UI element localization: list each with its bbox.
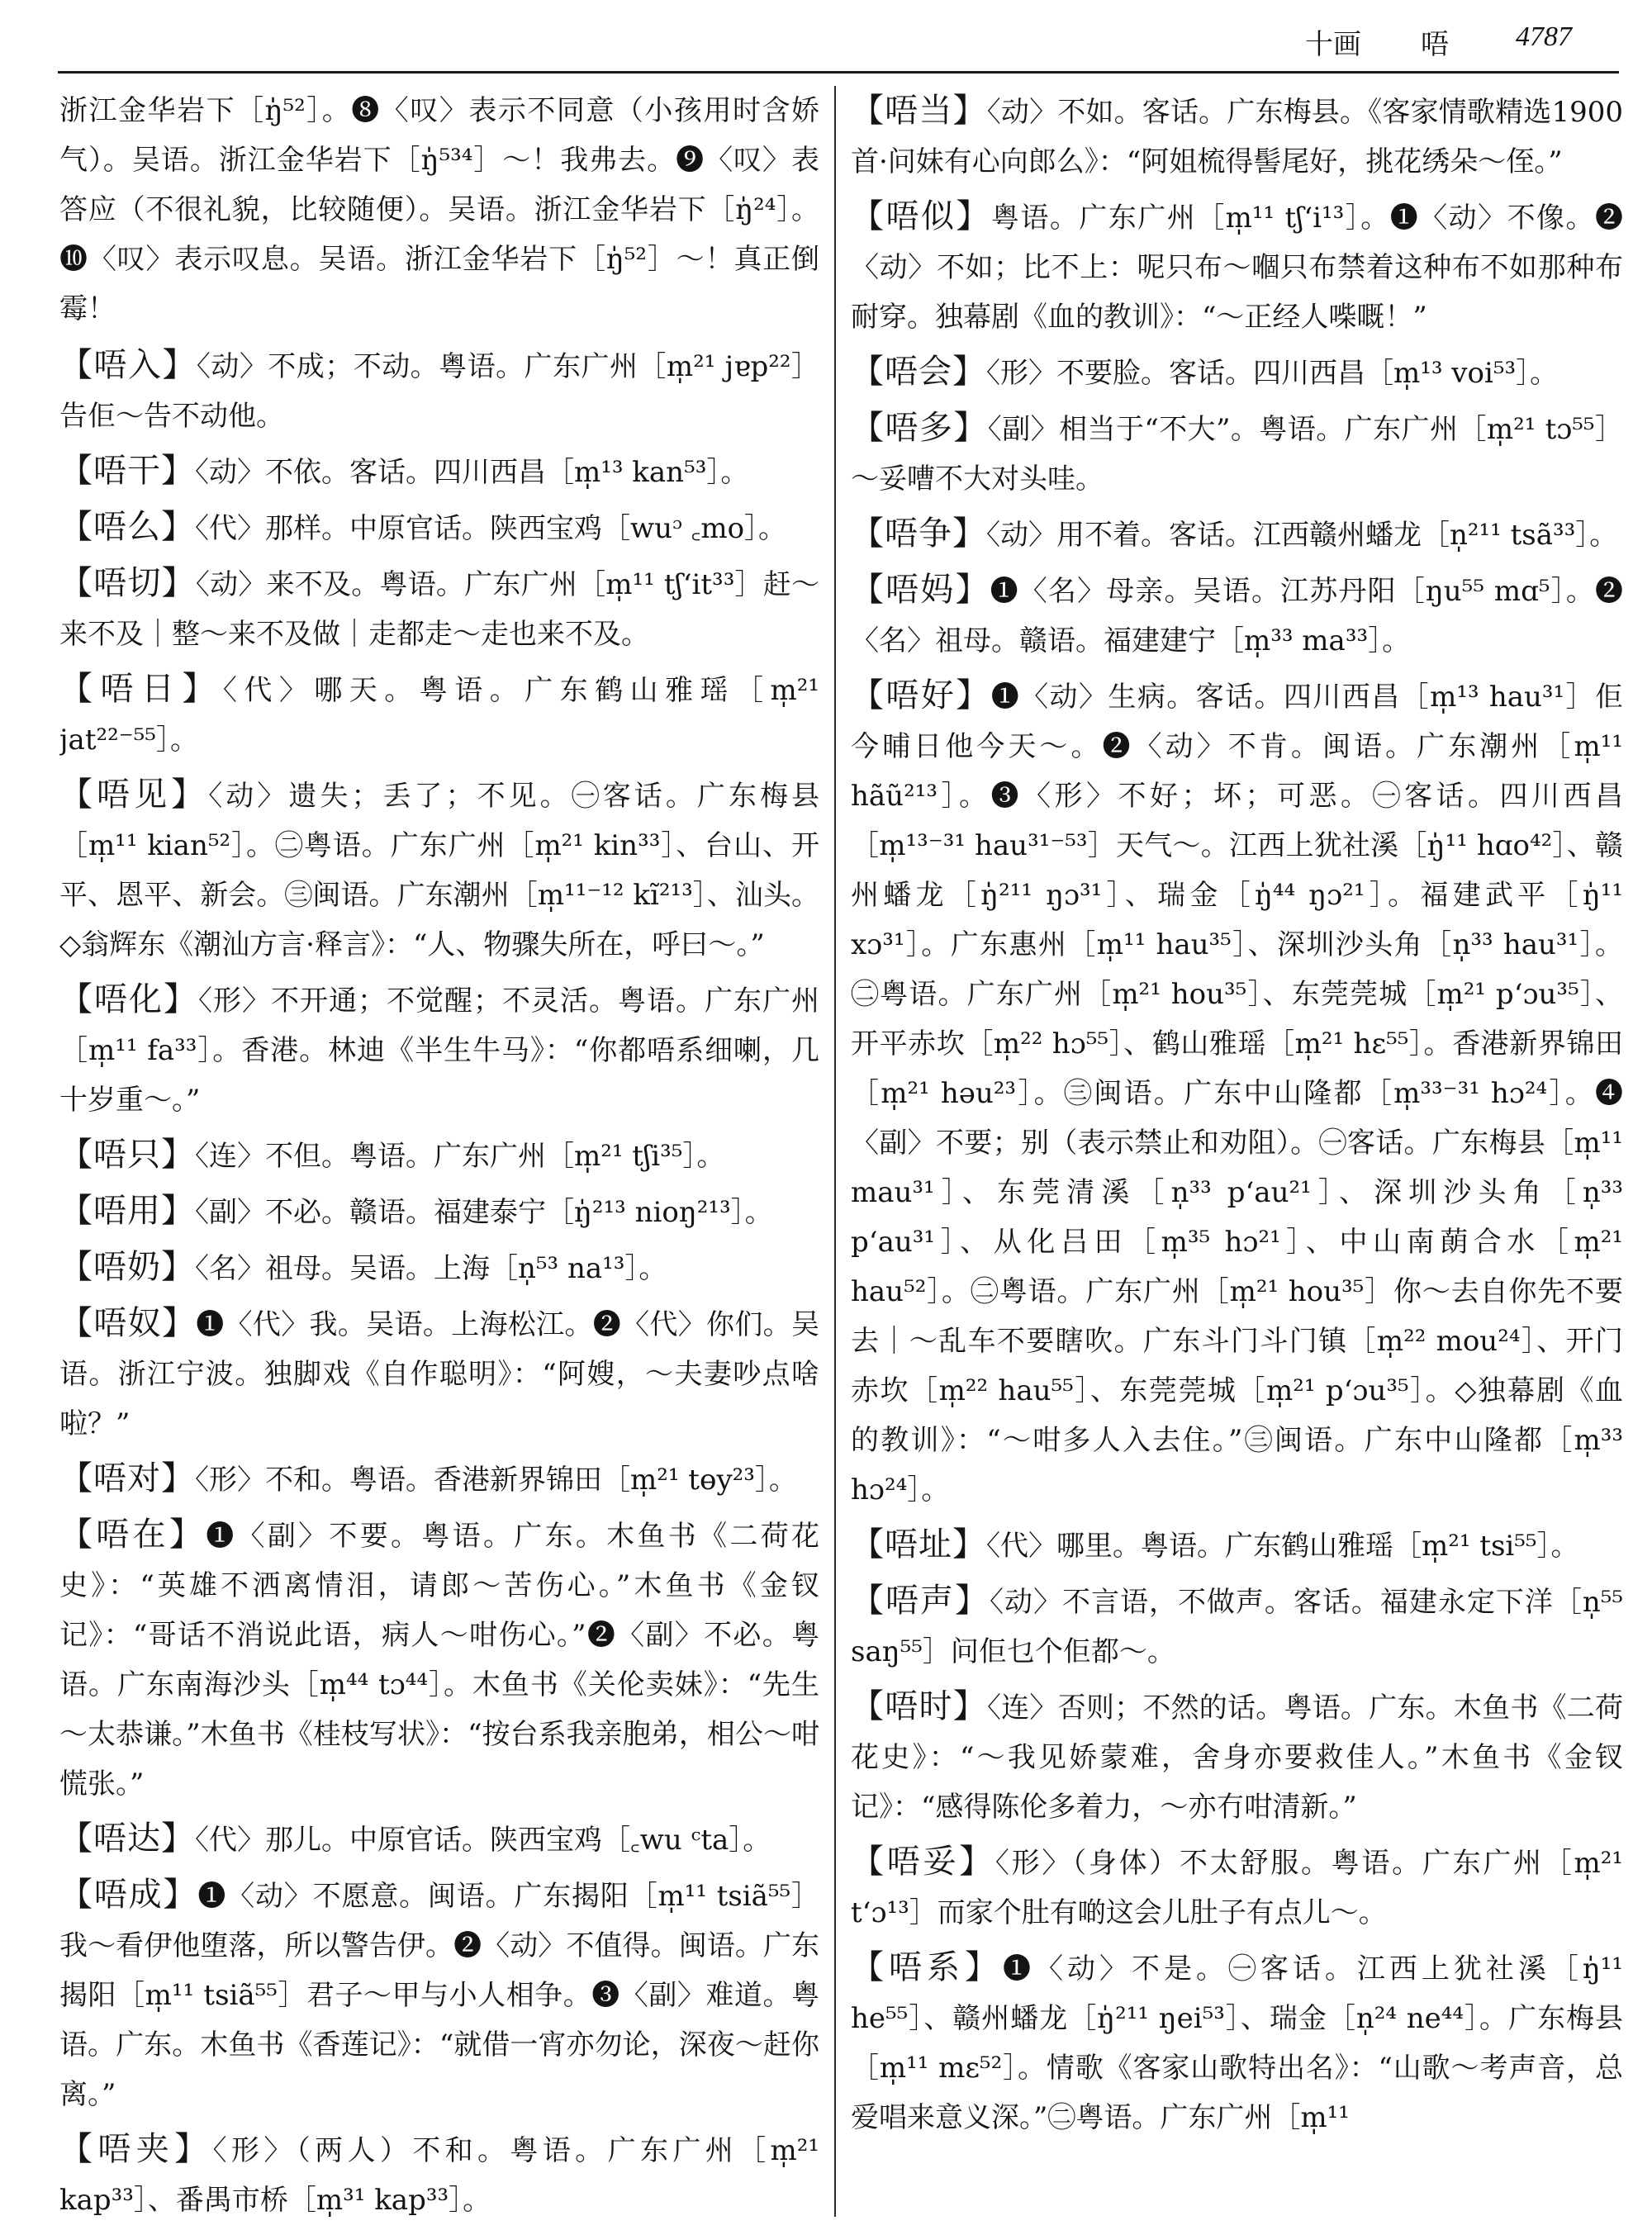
definition: 〈动〉来不及。粤语。广东广州［m̩¹¹ tʃʻit³³］赶～来不及｜整～来不及做｜走都走～走也来不及。 xyxy=(59,568,819,651)
entry-wu-cheng xyxy=(59,1870,819,2119)
headword: 【唔达】 xyxy=(59,1820,195,1858)
entry-wu-hao xyxy=(851,671,1623,1515)
headword: 【唔在】 xyxy=(59,1516,206,1554)
definition: 〈副〉不必。赣语。福建泰宁［ŋ̍²¹³ nioŋ²¹³］。 xyxy=(195,1196,773,1229)
definition: 〈代〉哪里。粤语。广东鹤山雅瑶［m̩²¹ tsi⁵⁵］。 xyxy=(986,1530,1579,1563)
definition: 〈动〉不言语，不做声。客话。福建永定下洋［n̩⁵⁵ saŋ⁵⁵］问佢乜个佢都～。 xyxy=(851,1586,1623,1668)
definition: 〈动〉不依。客话。四川西昌［m̩¹³ kan⁵³］。 xyxy=(195,456,749,489)
definition: 〈连〉否则；不然的话。粤语。广东。木鱼书《二荷花史》：“～我见娇蒙难，舍身亦要救佳人。”木鱼书《金钗记》：“感得陈伦多着力，～亦冇咁清新。” xyxy=(851,1691,1623,1824)
headword: 【唔么】 xyxy=(59,508,195,546)
headword: 【唔化】 xyxy=(59,980,198,1018)
entry-wu-jian xyxy=(59,770,819,970)
definition: 〈代〉哪天。粤语。广东鹤山雅瑶［m̩²¹ jat²²⁻⁵⁵］。 xyxy=(59,674,819,757)
headword: 【唔多】 xyxy=(851,409,988,447)
column-divider xyxy=(834,86,836,2217)
definition: ❶〈代〉我。吴语。上海松江。❷〈代〉你们。吴语。浙江宁波。独脚戏《自作聪明》：“阿嫂，～夫妻吵点啥啦？” xyxy=(59,1308,819,1440)
headword: 【唔妈】 xyxy=(851,571,990,609)
entry-wu-zheng xyxy=(851,509,1623,560)
headword: 【唔成】 xyxy=(59,1876,198,1914)
definition: 〈动〉不如。客话。广东梅县。《客家情歌精选1900首·问妹有心向郎么》：“阿姐梳得髻尾好，挑花绣朵～侄。” xyxy=(851,96,1623,178)
entry-wu-nu xyxy=(59,1298,819,1449)
entry-wu-gan xyxy=(59,446,819,497)
headword: 【唔好】 xyxy=(851,676,991,714)
headword: 【唔对】 xyxy=(59,1459,195,1497)
headword: 【唔当】 xyxy=(851,92,987,130)
headword: 【唔似】 xyxy=(851,197,991,235)
definition: 〈连〉不但。粤语。广东广州［m̩²¹ tʃi³⁵］。 xyxy=(195,1140,725,1173)
entry-wu-shi xyxy=(851,1682,1623,1832)
definition: 〈名〉祖母。吴语。上海［n̩⁵³ na¹³］。 xyxy=(195,1252,667,1285)
entry-wu-xi xyxy=(851,1943,1623,2142)
entry-wu-zhi xyxy=(59,1130,819,1181)
entry-wu-me xyxy=(59,502,819,553)
definition: ❶〈动〉不愿意。闽语。广东揭阳［m̩¹¹ tsiã⁵⁵］我～看伊他堕落，所以警告伊。❷〈动〉不值得。闽语。广东揭阳［m̩¹¹ tsiã⁵⁵］君子～甲与小人相争。❸〈副〉难道。粤语。广东。木鱼书《香莲记》：“就借一宵亦勿论，深夜～赶你离。” xyxy=(59,1880,819,2111)
header-rule xyxy=(58,71,1619,74)
continued-entry: 浙江金华岩下［ŋ̍⁵²］。❽〈叹〉表示不同意（小孩用时含娇气）。吴语。浙江金华岩下［ŋ̍⁵³⁴］～！我弗去。❾〈叹〉表答应（不很礼貌，比较随便）。吴语。浙江金华岩下［ŋ̍²⁴］。❿〈叹〉表示叹息。吴语。浙江金华岩下［ŋ̍⁵²］～！真正倒霉！ xyxy=(59,94,819,325)
headword: 【唔日】 xyxy=(59,670,223,708)
section-label: 十画 xyxy=(1305,28,1361,61)
definition: 〈形〉不要脸。客话。四川西昌［m̩¹³ voi⁵³］。 xyxy=(986,357,1559,390)
entry-wu-tuo xyxy=(851,1837,1623,1938)
definition: 〈动〉遗失；丢了；不见。㊀客话。广东梅县［m̩¹¹ kian⁵²］。㊁粤语。广东广州［m̩²¹ kin³³］、台山、开平、恩平、新会。㊂闽语。广东潮州［m̩¹¹⁻¹² kĩ²¹³］、汕头。◇翁辉东《潮汕方言·释言》：“人、物骤失所在，呼曰～。” xyxy=(59,780,819,961)
headword: 【唔切】 xyxy=(59,564,196,602)
headword: 【唔奶】 xyxy=(59,1248,195,1286)
entry-wu-hua xyxy=(59,975,819,1125)
entry-wu-ri xyxy=(59,664,819,765)
headword: 【唔入】 xyxy=(59,346,197,384)
entry-wu-yong xyxy=(59,1186,819,1237)
entry-wu-sheng xyxy=(851,1576,1623,1677)
entry-wu-ma xyxy=(851,565,1623,666)
entry-wu-qie xyxy=(59,558,819,659)
entry-wu-nai xyxy=(59,1242,819,1293)
headword: 【唔址】 xyxy=(851,1525,986,1563)
definition: 〈形〉不和。粤语。香港新界锦田［m̩²¹ tɵy²³］。 xyxy=(195,1464,797,1497)
headword: 【唔系】 xyxy=(851,1948,1003,1986)
entry-wu-dui xyxy=(59,1454,819,1505)
entry-wu-hui xyxy=(851,347,1623,398)
entry-wu-ru xyxy=(59,340,819,441)
headword: 【唔妥】 xyxy=(851,1843,995,1881)
definition: 〈形〉（两人）不和。粤语。广东广州［m̩²¹ kap³³］、番禺市桥［m̩³¹ kap³³］。 xyxy=(59,2134,819,2217)
entry-wu-zai xyxy=(59,1510,819,1809)
entry-wu-da xyxy=(59,1814,819,1865)
right-column xyxy=(851,86,1623,2225)
definition: ❶〈名〉母亲。吴语。江苏丹阳［ŋu⁵⁵ mɑ⁵］。❷〈名〉祖母。赣语。福建建宁［m̩³³ ma³³］。 xyxy=(851,575,1623,657)
headword: 【唔用】 xyxy=(59,1192,195,1230)
definition: ❶〈动〉生病。客话。四川西昌［m̩¹³ hau³¹］佢今晡日他今天～。❷〈动〉不肯。闽语。广东潮州［m̩¹¹ hãũ²¹³］。❸〈形〉不好；坏；可恶。㊀客话。四川西昌［m̩¹³⁻³¹ hau³¹⁻⁵³］天气～。江西上犹社溪［ŋ̍¹¹ hɑo⁴²］、赣州蟠龙［ŋ̍²¹¹ ŋɔ³¹］、瑞金［ŋ̍⁴⁴ ŋɔ²¹］。福建武平［ŋ̍¹¹ xɔ³¹］。广东惠州［m̩¹¹ hau³⁵］、深圳沙头角［n̩³³ hau³¹］。㊁粤语。广东广州［m̩²¹ hou³⁵］、东莞莞城［m̩²¹ pʻɔu³⁵］、开平赤坎［m̩²² hɔ⁵⁵］、鹤山雅瑶［m̩²¹ hɛ⁵⁵］。香港新界锦田［m̩²¹ həu²³］。㊂闽语。广东中山隆都［m̩³³⁻³¹ hɔ²⁴］。❹〈副〉不要；别（表示禁止和劝阻）。㊀客话。广东梅县［m̩¹¹ mau³¹］、东莞清溪［n̩³³ pʻau²¹］、深圳沙头角［n̩³³ pʻau³¹］、从化吕田［m̩³⁵ hɔ²¹］、中山南蓢合水［m̩²¹ hau⁵²］。㊁粤语。广东广州［m̩²¹ hou³⁵］你～去自你先不要去｜～乱车不要瞎吹。广东斗门斗门镇［m̩²² mou²⁴］、开门赤坎［m̩²² hau⁵⁵］、东莞莞城［m̩²¹ pʻɔu³⁵］。◇独幕剧《血的教训》：“～咁多人入去住。”㊂闽语。广东中山隆都［m̩³³ hɔ²⁴］。 xyxy=(851,681,1623,1506)
headword: 【唔见】 xyxy=(59,776,209,814)
definition: 〈形〉（身体）不太舒服。粤语。广东广州［m̩²¹ tʻɔ¹³］而家个肚有啲这会儿肚子有点儿～。 xyxy=(851,1847,1623,1929)
headword: 【唔时】 xyxy=(851,1687,987,1725)
left-column xyxy=(59,86,819,2225)
definition: 〈代〉那样。中原官话。陕西宝鸡［wuᵓ ꜀mo］。 xyxy=(195,512,787,545)
headword: 【唔声】 xyxy=(851,1582,990,1620)
entry-wu-duo xyxy=(851,403,1623,504)
definition: 〈形〉不开通；不觉醒；不灵活。粤语。广东广州［m̩¹¹ fa³³］。香港。林迪《半生牛马》：“你都唔系细喇，几十岁重～。” xyxy=(59,985,819,1117)
page-number: 4787 xyxy=(1516,21,1572,52)
header-character: 唔 xyxy=(1421,28,1449,61)
definition: ❶〈副〉不要。粤语。广东。木鱼书《二荷花史》：“英雄不洒离情泪，请郎～苦伤心。”木鱼书《金钗记》：“哥话不消说此语，病人～咁伤心。”❷〈副〉不必。粤语。广东南海沙头［m̩⁴⁴ tɔ⁴⁴］。木鱼书《关伦卖妹》：“先生～太恭谦。”木鱼书《桂枝写状》：“按台系我亲胞弟，相公～咁慌张。” xyxy=(59,1520,819,1801)
headword: 【唔争】 xyxy=(851,515,986,553)
headword: 【唔夹】 xyxy=(59,2130,213,2168)
headword: 【唔干】 xyxy=(59,452,195,490)
headword: 【唔会】 xyxy=(851,353,986,391)
entry-wu-si xyxy=(851,192,1623,342)
definition: 〈动〉不成；不动。粤语。广东广州［m̩²¹ jɐp²²］告佢～告不动他。 xyxy=(59,350,819,433)
definition: 粤语。广东广州［m̩¹¹ tʃʻi¹³］。❶〈动〉不像。❷〈动〉不如；比不上：呢只布～嗰只布禁着这种布不如那种布耐穿。独幕剧《血的教训》：“～正经人喍嘅！” xyxy=(851,202,1623,334)
headword: 【唔奴】 xyxy=(59,1304,197,1342)
headword: 【唔只】 xyxy=(59,1136,195,1174)
entry-wu-jia xyxy=(59,2124,819,2225)
page-header xyxy=(1305,21,1619,64)
definition: 〈动〉用不着。客话。江西赣州蟠龙［n̩²¹¹ tsã³³］。 xyxy=(986,519,1618,552)
entry-wu-dang xyxy=(851,86,1623,187)
definition: 〈副〉相当于“不大”。粤语。广东广州［m̩²¹ tɔ⁵⁵］～妥嘈不大对头哇。 xyxy=(851,413,1623,496)
entry-wu-zhi-where xyxy=(851,1520,1623,1571)
definition: 〈代〉那儿。中原官话。陕西宝鸡［꜀wu ᶜta］。 xyxy=(195,1824,771,1857)
definition: ❶〈动〉不是。㊀客话。江西上犹社溪［ŋ̍¹¹ he⁵⁵］、赣州蟠龙［ŋ̍²¹¹ ŋei⁵³］、瑞金［n̩²⁴ ne⁴⁴］。广东梅县［m̩¹¹ mɛ⁵²］。情歌《客家山歌特出名》：“山歌～考声音，总爱唱来意义深。”㊁粤语。广东广州［m̩¹¹ xyxy=(851,1952,1623,2134)
